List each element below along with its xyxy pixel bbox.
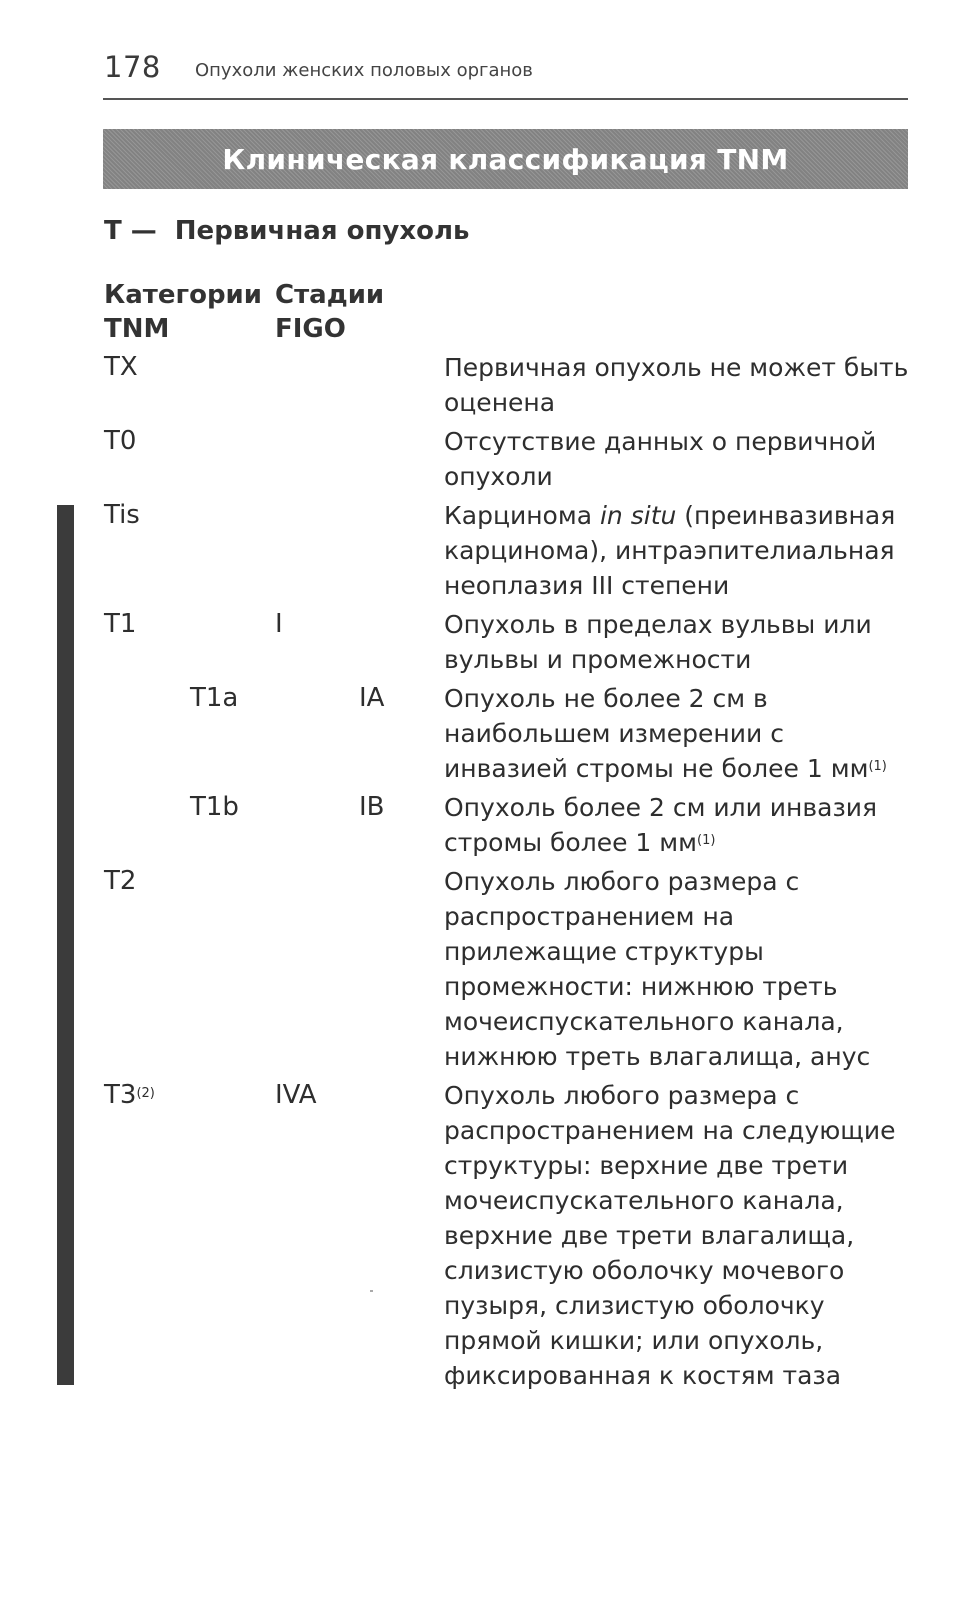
tnm-subcategory: T1b — [190, 792, 239, 822]
column-header-tnm-line1: Категории — [104, 280, 262, 310]
tnm-subcategory: T1a — [190, 683, 239, 713]
description-text: Отсутствие данных о первичной опухоли — [444, 427, 877, 491]
tnm-category-code: T3 — [104, 1080, 137, 1110]
column-header-tnm-line2: TNM — [104, 314, 170, 344]
description-text — [444, 790, 914, 860]
description-text: Опухоль любого размера с распространением на прилежащие структуры промежности: нижнюю треть мочеиспускательного канала, нижнюю треть влагалища, анус — [444, 867, 871, 1071]
column-header-figo — [275, 278, 384, 346]
table-row — [0, 350, 968, 420]
classification-table — [0, 350, 968, 1397]
figo-stage: I — [275, 609, 283, 639]
tnm-category: T0 — [104, 426, 137, 456]
header-rule — [103, 98, 908, 100]
description-text: Опухоль в пределах вульвы или вульвы и промежности — [444, 610, 872, 674]
description-text: Первичная опухоль не может быть оценена — [444, 353, 909, 417]
category-description — [444, 1078, 914, 1393]
category-description — [444, 424, 914, 494]
page-number: 178 — [104, 50, 161, 84]
category-description — [444, 498, 914, 603]
category-description — [444, 681, 914, 786]
description-text — [444, 498, 914, 603]
tnm-category: TX — [104, 352, 138, 382]
description-text: Опухоль любого размера с распространением на следующие структуры: верхние две трети мочеиспускательного канала, верхние две трети влагалища, слизистую оболочку мочевого пузыря, слизистую оболочку прямой кишки; или опухоль, фиксированная к костям таза — [444, 1081, 896, 1390]
description-text-after: (преинвазивная карцинома), интраэпителиальная неоплазия III степени — [444, 501, 896, 600]
table-row — [0, 607, 968, 677]
column-header-tnm — [104, 278, 262, 346]
category-description — [444, 790, 914, 860]
figo-substage: IB — [359, 792, 385, 822]
print-speck — [370, 1290, 373, 1292]
category-description — [444, 350, 914, 420]
tnm-category: T2 — [104, 866, 137, 896]
table-row — [0, 424, 968, 494]
table-row — [0, 864, 968, 1074]
classification-banner — [103, 129, 908, 189]
figo-substage: IA — [359, 683, 385, 713]
tnm-category: Tis — [104, 500, 140, 530]
footnote-ref: (2) — [136, 1086, 155, 1101]
footnote-ref: (1) — [868, 759, 887, 774]
section-label: T — — [104, 216, 157, 246]
table-row — [0, 1078, 968, 1393]
description-text — [444, 681, 914, 786]
banner-title: Клиническая классификация TNM — [222, 142, 789, 176]
description-italic-term: in situ — [599, 501, 677, 530]
table-row — [0, 498, 968, 603]
column-header-figo-line2: FIGO — [275, 314, 346, 344]
tnm-category — [104, 1078, 155, 1113]
running-title: Опухоли женских половых органов — [195, 60, 533, 81]
description-text-before: Карцинома — [444, 501, 600, 530]
section-title: Первичная опухоль — [174, 216, 470, 246]
description-text-main: Опухоль не более 2 см в наибольшем измерении с инвазией стромы не более 1 мм — [444, 684, 869, 783]
figo-stage: IVA — [275, 1080, 317, 1110]
footnote-ref: (1) — [697, 833, 716, 848]
table-row — [0, 681, 968, 786]
description-text-main: Опухоль более 2 см или инвазия стромы более 1 мм — [444, 793, 878, 857]
category-description — [444, 864, 914, 1074]
tnm-category: T1 — [104, 609, 137, 639]
column-header-figo-line1: Стадии — [275, 280, 385, 310]
category-description — [444, 607, 914, 677]
section-heading — [104, 216, 469, 246]
table-row — [0, 790, 968, 860]
